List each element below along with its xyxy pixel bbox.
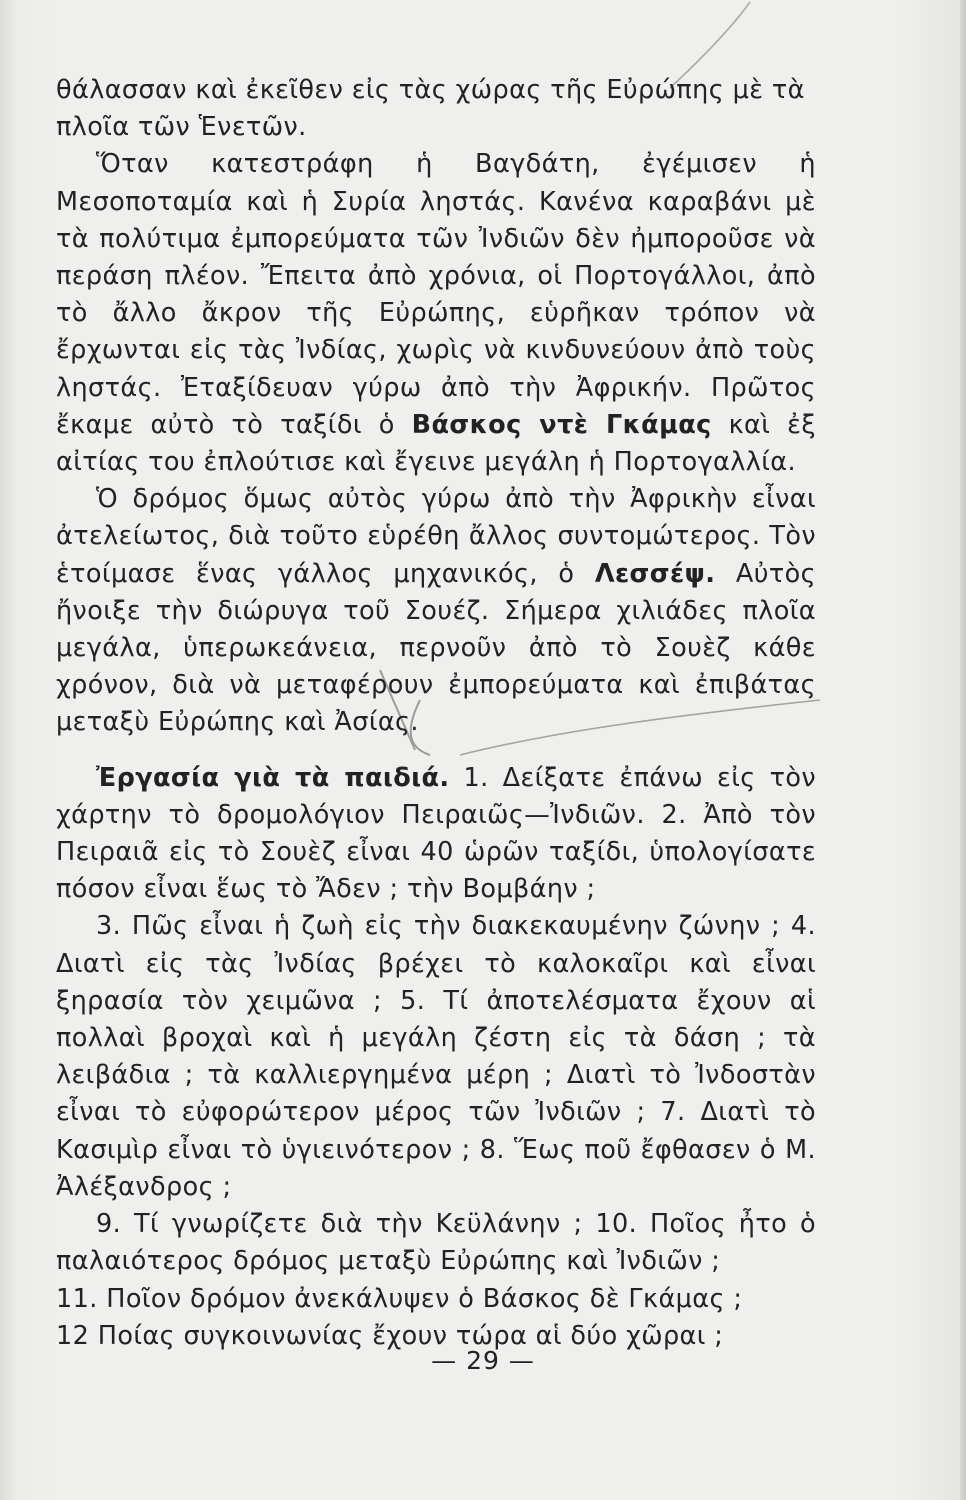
text-line: θάλασσαν καὶ ἐκεῖθεν εἰς τὰς χώρας τῆς Εὐρώπης μὲ τὰ	[56, 75, 805, 105]
paragraph-text: Ὅταν κατεστράφη ἡ Βαγδάτη, ἐγέμισεν ἡ Μεσοποταμία καὶ ἡ Συρία ληστάς. Κανένα καραβάνι μὲ τὰ πολύτιμα ἐμπορεύματα τῶν Ἰνδιῶν δὲν ἠμποροῦσε νὰ περάση πλέον. Ἔπειτα ἀπὸ χρόνια, οἱ Πορτογάλλοι, ἀπὸ τὸ ἄλλο ἄκρον τῆς Εὐρώπης, εὑρῆκαν τρόπον νὰ ἔρχωνται εἰς τὰς Ἰνδίας, χωρὶς νὰ κινδυνεύουν ἀπὸ τοὺς ληστάς. Ἐταξίδευαν γύρω ἀπὸ τὴν Ἀφρικήν. Πρῶτος ἔκαμε αὐτὸ τὸ ταξίδι ὁ	[56, 149, 816, 440]
text-line: 12 Ποίας συγκοινωνίας ἔχουν τώρα αἱ δύο χῶραι ;	[56, 1320, 724, 1351]
paragraph-questions	[56, 908, 816, 1206]
paragraph-text: 3. Πῶς εἶναι ἡ ζωὴ εἰς τὴν διακεκαυμένην ζώνην ; 4. Διατὶ εἰς τὰς Ἰνδίας βρέχει τὸ καλοκαῖρι καὶ εἶναι ξηρασία τὸν χειμῶνα ; 5. Τί ἀποτελέσματα ἔχουν αἱ πολλαὶ βροχαὶ καὶ ἡ μεγάλη ζέστη εἰς τὰ δάση ; τὰ λειβάδια ; τὰ καλλιεργημένα μέρη ; Διατὶ τὸ Ἰνδοστὰν εἶναι τὸ εὐφορώτερον μέρος τῶν Ἰνδιῶν ; 7. Διατὶ τὸ Κασιμὶρ εἶναι τὸ ὑγιεινότερον ; 8. Ἕως ποῦ ἔφθασεν ὁ Μ. Ἀλέξανδρος ;	[56, 911, 816, 1202]
paragraph-baghdad	[56, 146, 816, 481]
paragraph-text: καὶ ἐξ αἰτίας του ἐπλούτισε καὶ ἔγεινε μεγάλη ἡ Πορτογαλλία.	[56, 409, 816, 478]
text-line: 11. Ποῖον δρόμον ἀνεκάλυψεν ὁ Βάσκος δὲ Γκάμας ;	[56, 1283, 743, 1314]
paragraph-text: 1. Δείξατε ἐπάνω εἰς τὸν χάρτην τὸ δρομολόγιον Πειραιῶς—Ἰνδιῶν. 2. Ἀπὸ τὸν Πειραιᾶ εἰς τὸ Σουὲζ εἶναι 40 ὡρῶν ταξίδι, ὑπολογίσατε πόσον εἶναι ἕως τὸ Ἄδεν ; τὴν Βομβάην ;	[56, 762, 816, 905]
paragraph-continuation	[56, 72, 816, 146]
page-edge	[960, 0, 966, 1500]
bold-name-vasco-da-gama: Βάσκος ντὲ Γκάμας	[411, 409, 712, 440]
paragraph-suez	[56, 481, 816, 741]
paragraph-text: 9. Τί γνωρίζετε διὰ τὴν Κεϋλάνην ; 10. Ποῖος ἦτο ὁ παλαιότερος δρόμος μεταξὺ Εὐρώπης καὶ Ἰνδιῶν ;	[56, 1209, 816, 1277]
exercises-heading: Ἐργασία γιὰ τὰ παιδιά.	[96, 762, 450, 793]
paragraph-exercises	[56, 760, 816, 909]
bold-name-lesseps: Λεσσέψ.	[594, 558, 716, 589]
page-number: — 29 —	[431, 1346, 535, 1375]
paragraph-text: Αὐτὸς ἤνοιξε τὴν διώρυγα τοῦ Σουέζ. Σήμερα χιλιάδες πλοῖα μεγάλα, ὑπερωκεάνεια, περνοῦν ἀπὸ τὸ Σουὲζ κάθε χρόνον, διὰ νὰ μεταφέρουν ἐμπορεύματα καὶ ἐπιβάτας μεταξὺ Εὐρώπης καὶ Ἀσίας.	[56, 558, 816, 738]
paragraph-text: Ὁ δρόμος ὅμως αὐτὸς γύρω ἀπὸ τὴν Ἀφρικὴν εἶναι ἀτελείωτος, διὰ τοῦτο εὑρέθη ἄλλος συντομώτερος. Τὸν ἑτοίμασε ἕνας γάλλος μηχανικός, ὁ	[56, 484, 816, 589]
paragraph-final-questions	[56, 1206, 816, 1355]
text-line: πλοῖα τῶν Ἑνετῶν.	[56, 112, 307, 143]
page-body-text	[56, 72, 816, 1355]
